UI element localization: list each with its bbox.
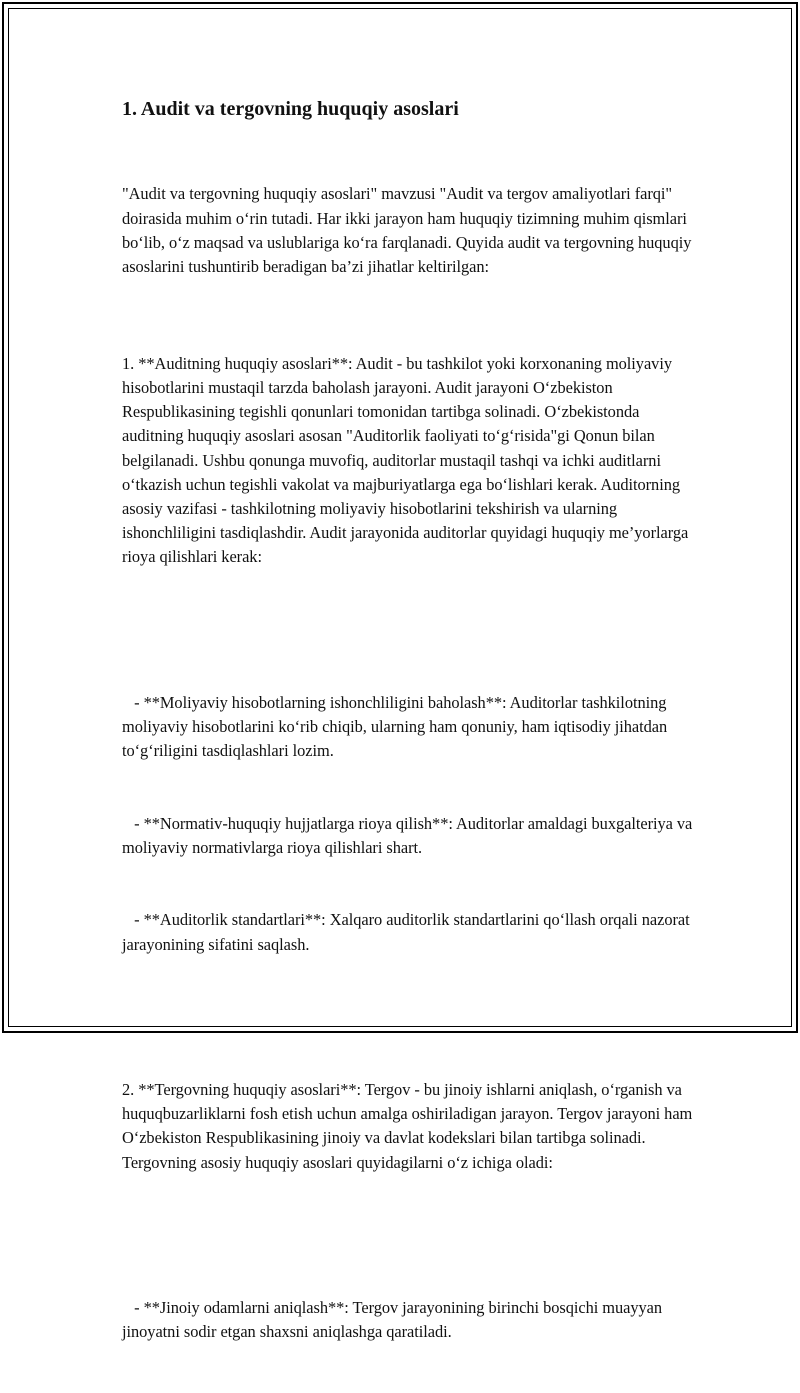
section-1-bullet: - **Auditorlik standartlari**: Xalqaro auditorlik standartlarini qo‘llash orqali nazorat jarayonining sifatini saqlash. [122, 910, 694, 954]
document-content [122, 96, 702, 1393]
document-body [122, 134, 702, 1393]
section-2-paragraph: 2. **Tergovning huquqiy asoslari**: Tergov - bu jinoiy ishlarni aniqlash, o‘rganish va huquqbuzarliklarni fosh etish uchun amalga oshiriladigan jarayon. Tergov jarayoni ham O‘zbekiston Respublikasining jinoiy va davlat kodekslari bilan tartibga solinadi. Tergovning asosiy huquqiy asoslari quyidagilarni o‘z ichiga oladi: [122, 1079, 697, 1172]
intro-paragraph: "Audit va tergovning huquqiy asoslari" mavzusi "Audit va tergov amaliyotlari farqi" doirasida muhim o‘rin tutadi. Har ikki jarayon ham huquqiy tizimning muhim qismlari bo‘lib, o‘z maqsad va uslublariga ko‘ra farqlanadi. Quyida audit va tergovning huquqiy asoslarini tushuntirib beradigan ba’zi jihatlar keltirilgan: [122, 184, 696, 277]
document-title: 1. Audit va tergovning huquqiy asoslari [122, 98, 459, 120]
section-2-spacer [122, 1005, 702, 1029]
section-1-bullet: - **Normativ-huquqiy hujjatlarga rioya qilish**: Auditorlar amaldagi buxgalteriya va moliyaviy normativlarga rioya qilishlari shart. [122, 813, 697, 857]
section-1-paragraph: 1. **Auditning huquqiy asoslari**: Audit - bu tashkilot yoki korxonaning moliyaviy hisobotlarini mustaqil tarzda baholash jarayoni. Audit jarayoni O‘zbekiston Respublikasining tegishli qonunlari tomonidan tartibga solinadi. O‘zbekistonda auditning huquqiy asoslari asosan "Auditorlik faoliyati to‘g‘risida"gi Qonun bilan belgilanadi. Ushbu qonunga muvofiq, auditorlar mustaqil tashqi va ichki auditlarni o‘tkazish uchun tegishli vakolat va majburiyatlarga ega bo‘lishlari kerak. Auditorning asosiy vazifasi - tashkilotning moliyaviy hisobotlarini tekshirish va ularning ishonchliligini tasdiqlashdir. Audit jarayonida auditorlar quyidagi huquqiy me’yorlarga rioya qilishlari kerak: [122, 353, 693, 567]
section-2-spacer-2 [122, 1223, 702, 1247]
section-1-bullet: - **Moliyaviy hisobotlarning ishonchliligini baholash**: Auditorlar tashkilotning moliyaviy hisobotlarini ko‘rib chiqib, ularning ham qonuniy, ham iqtisodiy jihatdan to‘g‘riligini tasdiqlashlari lozim. [122, 692, 672, 761]
section-1-spacer [122, 618, 702, 642]
document-page [2, 2, 798, 1341]
section-2-bullet: - **Jinoiy odamlarni aniqlash**: Tergov jarayonining birinchi bosqichi muayyan jinoyatni sodir etgan shaxsni aniqlashga qaratiladi. [122, 1297, 667, 1341]
